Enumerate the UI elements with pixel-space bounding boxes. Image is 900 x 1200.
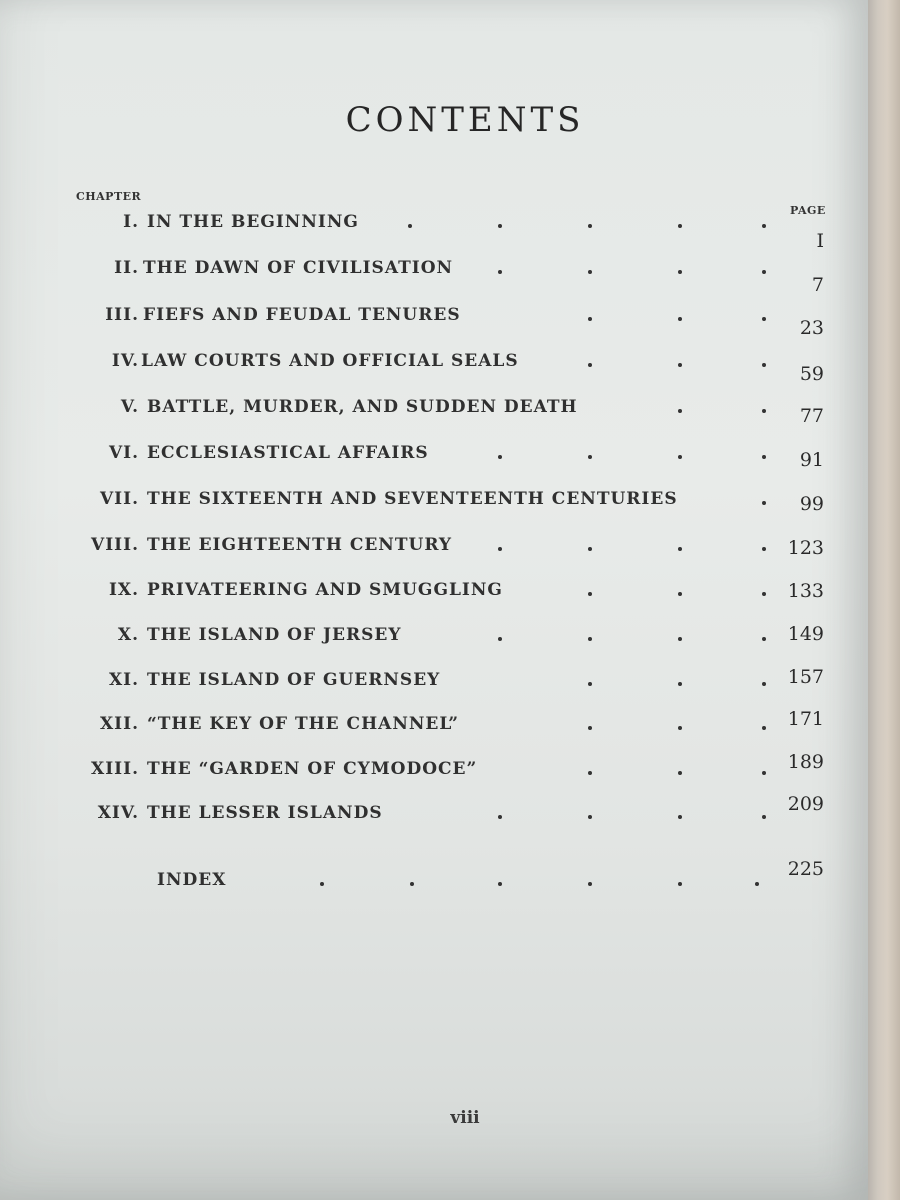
page-number: 77 [799, 405, 824, 427]
leader-dot [678, 409, 682, 413]
leader-dot [588, 317, 592, 321]
toc-entry [0, 858, 870, 900]
leader-dot [678, 270, 682, 274]
page-number: 149 [787, 623, 824, 645]
leader-dot [588, 815, 592, 819]
page-number: 171 [787, 708, 824, 730]
leader-dot [678, 317, 682, 321]
page-number: 23 [799, 317, 824, 339]
chapter-column-label: CHAPTER [76, 190, 142, 203]
leader-dot [762, 317, 766, 321]
toc-entry [0, 535, 870, 565]
leader-dot [762, 224, 766, 228]
chapter-numeral: VII. [99, 489, 139, 509]
leader-dot [588, 592, 592, 596]
chapter-title: THE ISLAND OF GUERNSEY [147, 670, 441, 690]
toc-entry [0, 305, 870, 339]
leader-dot [588, 455, 592, 459]
leader-dot [678, 815, 682, 819]
chapter-title: IN THE BEGINNING [147, 212, 359, 232]
chapter-numeral: XIII. [91, 759, 139, 779]
toc-entry [0, 489, 870, 519]
toc-entry [0, 580, 870, 610]
leader-dot [408, 224, 412, 228]
leader-dot [498, 270, 502, 274]
chapter-title: “THE KEY OF THE CHANNEL” [147, 714, 460, 734]
leader-dot [498, 547, 502, 551]
leader-dot [678, 682, 682, 686]
page-column-label: PAGE [790, 204, 826, 217]
chapter-title: THE ISLAND OF JERSEY [147, 625, 402, 645]
leader-dot [762, 637, 766, 641]
chapter-numeral: X. [117, 625, 139, 645]
leader-dot [498, 815, 502, 819]
leader-dot [762, 409, 766, 413]
leader-dot [678, 363, 682, 367]
page-edge [868, 0, 900, 1200]
toc-entry [0, 212, 870, 252]
chapter-title: INDEX [157, 870, 227, 890]
toc-entry [0, 258, 870, 296]
chapter-title: THE EIGHTEENTH CENTURY [147, 535, 453, 555]
leader-dot [678, 771, 682, 775]
chapter-numeral: XII. [99, 714, 139, 734]
leader-dot [410, 882, 414, 886]
leader-dot [755, 882, 759, 886]
toc-entry [0, 793, 870, 833]
leader-dot [498, 455, 502, 459]
leader-dot [588, 882, 592, 886]
chapter-title: LAW COURTS AND OFFICIAL SEALS [141, 351, 519, 371]
toc-entry [0, 708, 870, 744]
leader-dot [678, 224, 682, 228]
chapter-title: ECCLESIASTICAL AFFAIRS [147, 443, 429, 463]
page-number: 99 [799, 493, 824, 515]
leader-dot [762, 501, 766, 505]
leader-dot [762, 592, 766, 596]
page-number: 209 [787, 793, 824, 815]
toc-entry [0, 397, 870, 427]
chapter-numeral: I. [123, 212, 139, 232]
page-number: I [816, 230, 824, 252]
toc-entry [0, 443, 870, 473]
leader-dot [678, 637, 682, 641]
toc-entry [0, 351, 870, 385]
leader-dot [588, 726, 592, 730]
leader-dot [588, 363, 592, 367]
page-title: CONTENTS [345, 100, 585, 140]
toc-entry [0, 751, 870, 789]
leader-dot [678, 882, 682, 886]
chapter-numeral: V. [120, 397, 139, 417]
page-number: 7 [811, 274, 824, 296]
chapter-title: THE SIXTEENTH AND SEVENTEENTH CENTURIES [147, 489, 678, 509]
page-number: 225 [787, 858, 824, 880]
page-number: 157 [787, 666, 824, 688]
leader-dot [498, 882, 502, 886]
chapter-numeral: XIV. [97, 803, 139, 823]
leader-dot [588, 682, 592, 686]
leader-dot [320, 882, 324, 886]
chapter-numeral: III. [105, 305, 139, 325]
leader-dot [762, 363, 766, 367]
leader-dot [498, 224, 502, 228]
leader-dot [678, 592, 682, 596]
page-number: 189 [787, 751, 824, 773]
chapter-title: THE DAWN OF CIVILISATION [143, 258, 454, 278]
chapter-numeral: VIII. [91, 535, 139, 555]
leader-dot [762, 771, 766, 775]
leader-dot [762, 270, 766, 274]
chapter-title: THE LESSER ISLANDS [147, 803, 383, 823]
leader-dot [762, 547, 766, 551]
page-number: 133 [787, 580, 824, 602]
chapter-numeral: XI. [108, 670, 139, 690]
leader-dot [678, 547, 682, 551]
leader-dot [588, 637, 592, 641]
toc-entry [0, 666, 870, 700]
chapter-title: FIEFS AND FEUDAL TENURES [143, 305, 461, 325]
leader-dot [588, 224, 592, 228]
leader-dot [498, 637, 502, 641]
leader-dot [588, 270, 592, 274]
chapter-numeral: IX. [108, 580, 139, 600]
chapter-numeral: VI. [108, 443, 139, 463]
leader-dot [762, 455, 766, 459]
leader-dot [678, 726, 682, 730]
leader-dot [762, 682, 766, 686]
leader-dot [762, 726, 766, 730]
leader-dot [678, 455, 682, 459]
page-number: 91 [799, 449, 824, 471]
leader-dot [762, 815, 766, 819]
leader-dot [588, 771, 592, 775]
chapter-title: BATTLE, MURDER, AND SUDDEN DEATH [147, 397, 578, 417]
page-number: 123 [787, 537, 824, 559]
chapter-numeral: II. [114, 258, 139, 278]
chapter-numeral: IV. [111, 351, 139, 371]
chapter-title: PRIVATEERING AND SMUGGLING [147, 580, 503, 600]
leader-dot [588, 547, 592, 551]
page-folio: viii [450, 1108, 480, 1128]
toc-entry [0, 625, 870, 655]
page-number: 59 [799, 363, 824, 385]
chapter-title: THE “GARDEN OF CYMODOCE” [147, 759, 478, 779]
